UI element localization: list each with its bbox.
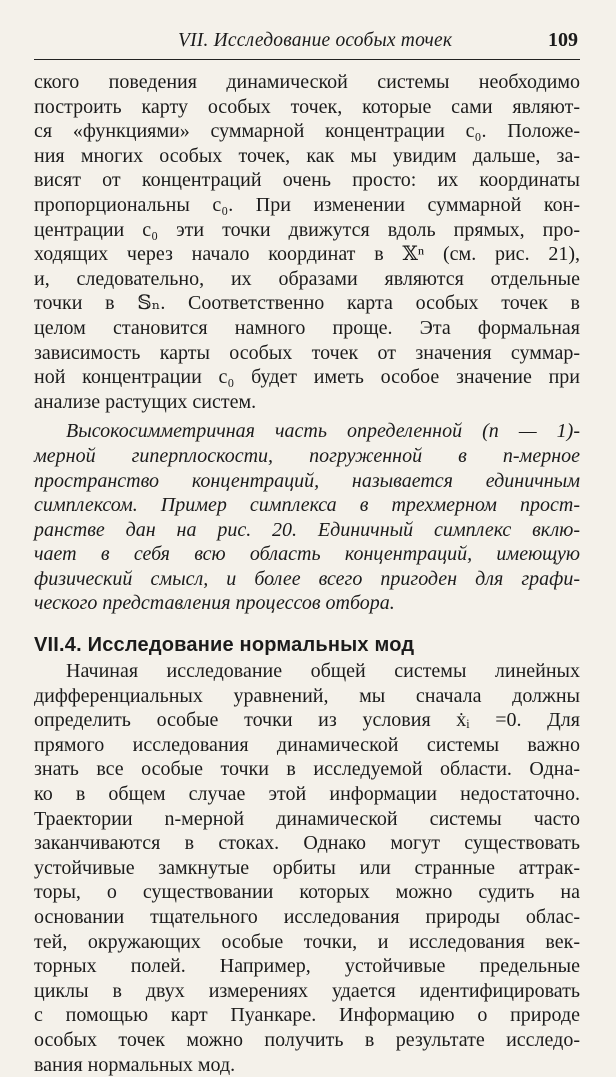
para1-line: пропорциональны c₀. При изменении суммарной кон-	[34, 193, 580, 216]
paragraph-3	[34, 659, 580, 1077]
para2-line: пространство концентраций, называется единичным	[34, 469, 580, 492]
para1-line: ной концентрации c₀ будет иметь особое значение при	[34, 366, 580, 389]
para1-line: ходящих через начало координат в 𝕏ⁿ (см. рис. 21),	[34, 243, 580, 266]
para3-line: дифференциальных уравнений, мы сначала должны	[34, 684, 580, 707]
para3-line: ко в общем случае этой информации недостаточно.	[34, 783, 580, 806]
para1-line: висят от концентраций очень просто: их координаты	[34, 169, 580, 192]
para3-line: основании тщательного исследования природы облас-	[34, 906, 580, 928]
para3-line: тей, окружающих особые точки, и исследования век-	[34, 930, 580, 953]
para1-line: ского поведения динамической системы необходимо	[34, 71, 580, 93]
para2-line: чает в себя всю область концентраций, имеющую	[34, 543, 580, 566]
para3-line: знать все особые точки в исследуемой области. Одна-	[34, 758, 580, 781]
para2-line: физический смысл, и более всего пригоден для графи-	[34, 567, 580, 590]
header-rule	[34, 59, 580, 60]
para1-line: и, следовательно, их образами являются отдельные	[34, 267, 580, 290]
para3-line: Траектории n-мерной динамической системы часто	[34, 807, 580, 830]
para1-line: зависимость карты особых точек от значения суммар-	[34, 341, 580, 364]
para3-line: Начиная исследование общей системы линейных	[66, 660, 580, 683]
para3-line: вания нормальных мод.	[34, 1053, 236, 1076]
para1-line: ся «функциями» суммарной концентрации c₀. Положе-	[34, 120, 580, 143]
para3-line: устойчивые замкнутые орбиты или странные аттрак-	[34, 856, 580, 879]
running-head	[34, 26, 580, 56]
para1-line: точки в 𝕊ₙ. Соответственно карта особых точек в	[34, 292, 580, 315]
section-heading: VII.4. Исследование нормальных мод	[34, 634, 415, 657]
para3-line: торы, о существовании которых можно судить на	[34, 881, 580, 904]
para3-line: определить особые точки из условия ẋᵢ =0. Для	[34, 709, 580, 732]
page-number: 109	[548, 29, 578, 51]
para1-line: ния многих особых точек, как мы увидим дальше, за-	[34, 144, 580, 167]
running-title: VII. Исследование особых точек	[178, 30, 453, 51]
para1-line: анализе растущих систем.	[34, 390, 257, 413]
para3-line: торных полей. Например, устойчивые предельные	[34, 955, 580, 978]
para2-line: симплексом. Пример симплекса в трехмерном прост-	[34, 494, 580, 517]
para2-line: Высокосимметричная часть определенной (n — 1)-	[66, 420, 580, 443]
para1-line: целом становится намного проще. Эта формальная	[34, 316, 580, 339]
para3-line: с помощью карт Пуанкаре. Информацию о природе	[34, 1004, 580, 1027]
para2-line: ческого представления процессов отбора.	[34, 592, 395, 615]
para3-line: прямого исследования динамической системы важно	[34, 733, 580, 756]
paragraph-2-definition	[34, 419, 580, 616]
para3-line: заканчиваются в стоках. Однако могут существовать	[34, 832, 580, 855]
para3-line: циклы в двух измерениях удается идентифицировать	[34, 979, 580, 1002]
para2-line: мерной гиперплоскости, погруженной в n-мерное	[34, 444, 580, 467]
para3-line: особых точек можно получить в результате исследо-	[34, 1028, 580, 1051]
para1-line: построить карту особых точек, которые сами являют-	[34, 95, 580, 118]
para1-line: центрации c₀ эти точки движутся вдоль прямых, про-	[34, 218, 580, 241]
paragraph-1	[34, 70, 580, 414]
para2-line: ранстве дан на рис. 20. Единичный симплекс вклю-	[34, 518, 580, 541]
body-text	[34, 70, 580, 1077]
